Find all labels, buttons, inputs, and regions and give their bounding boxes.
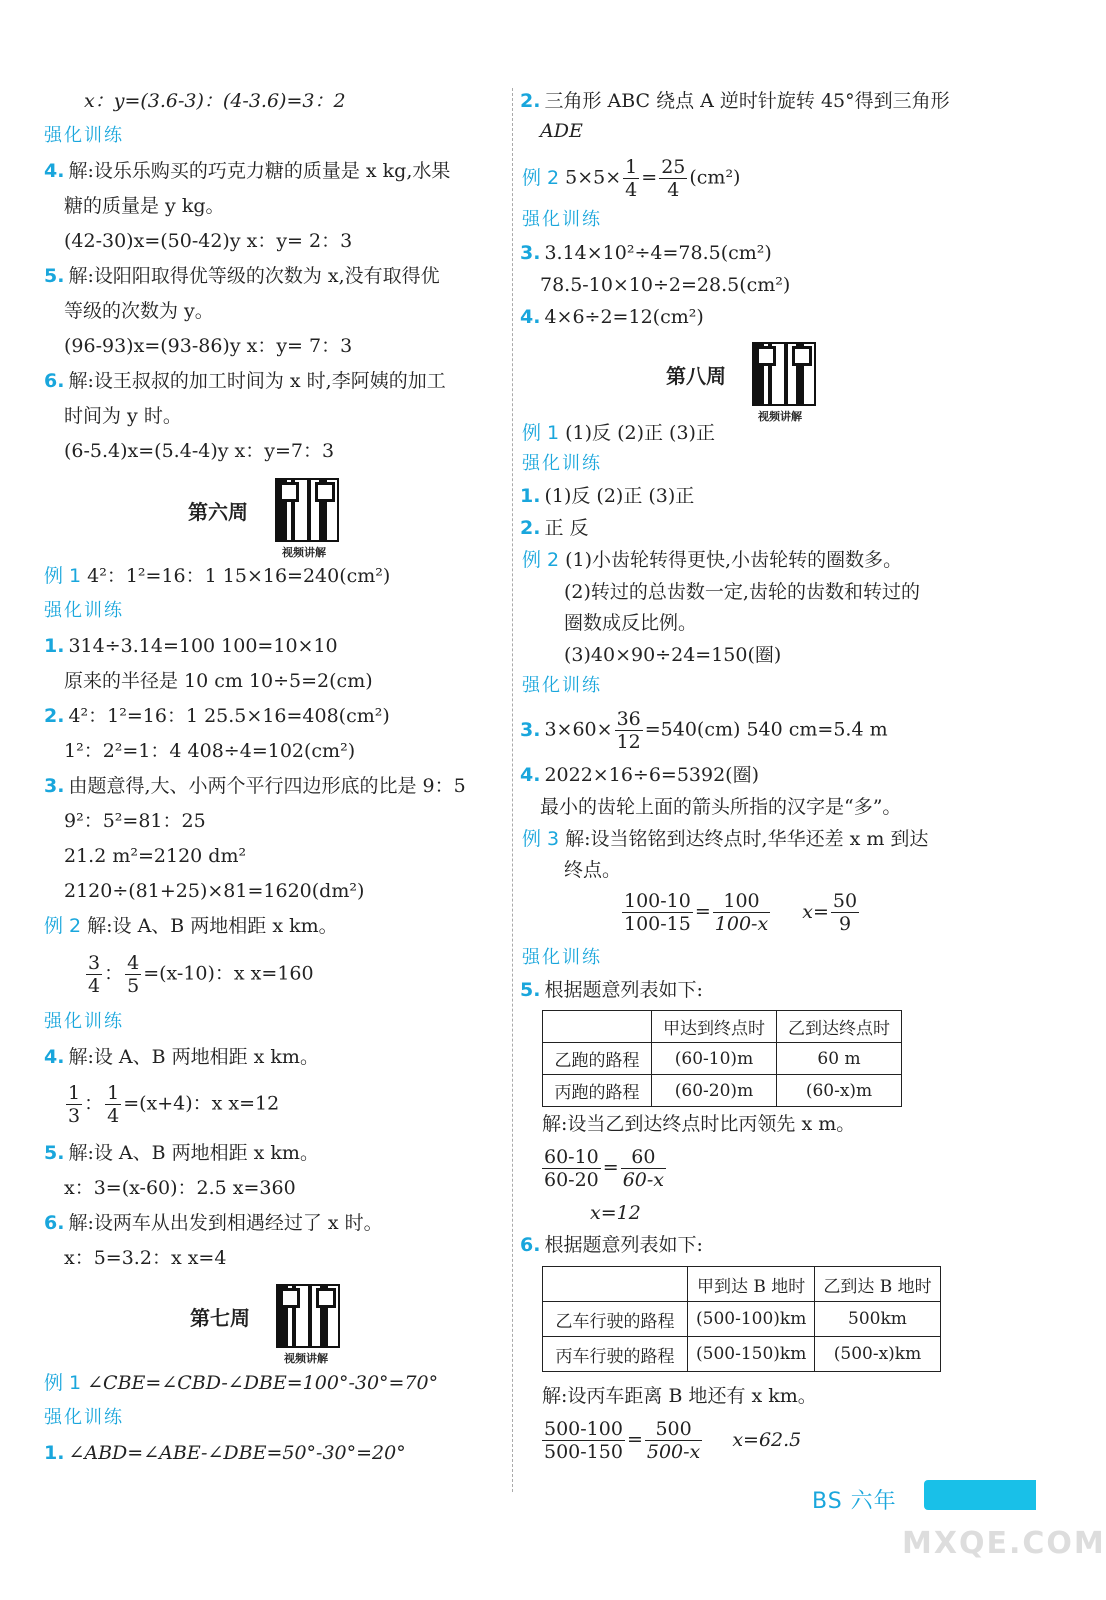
problem-5: 5. 解:设阳阳取得优等级的次数为 x,没有取得优 bbox=[44, 265, 440, 287]
table-row: 丙车行驶的路程 (500-150)km (500-x)km bbox=[543, 1337, 941, 1372]
fraction: $\frac{60-10}{60-20}$ bbox=[544, 1146, 599, 1191]
practice-5: 5. 解:设 A、B 两地相距 x km。 bbox=[44, 1142, 319, 1164]
fraction: $\frac{50}{9}$ bbox=[832, 890, 858, 935]
example-1: 例 1 (1)反 (2)正 (3)正 bbox=[522, 422, 715, 444]
section-heading: 强化训练 bbox=[522, 209, 602, 230]
practice-4-eq: $\frac{1}{3}$ ： $\frac{1}{4}$ =(x+4)：x x=12 bbox=[68, 1082, 280, 1127]
qr-caption: 视频讲解 bbox=[758, 410, 802, 423]
week-8-title: 第八周 bbox=[666, 364, 726, 388]
fraction: $\frac{1}{4}$ bbox=[625, 156, 638, 201]
problem-6: 6. 解:设王叔叔的加工时间为 x 时,李阿姨的加工 bbox=[44, 370, 446, 392]
practice-5-solution: 解:设当乙到达终点时比丙领先 x m。 bbox=[542, 1113, 856, 1135]
practice-1-week7: 1. ∠ABD=∠ABE-∠DBE=50°-30°=20° bbox=[44, 1442, 406, 1464]
page-footer bbox=[806, 1480, 1036, 1522]
practice-4-cont: 最小的齿轮上面的箭头所指的汉字是“多”。 bbox=[540, 796, 902, 818]
answer-line: x：y=(3.6-3)：(4-3.6)=3：2 bbox=[84, 90, 346, 112]
practice-6-solution: 解:设丙车距离 B 地还有 x km。 bbox=[542, 1385, 817, 1407]
footer-tab bbox=[924, 1480, 1036, 1510]
fraction: $\frac{25}{4}$ bbox=[661, 156, 686, 201]
practice-5-eq: x：3=(x-60)：2.5 x=360 bbox=[64, 1177, 296, 1199]
problem-2-cont: ADE bbox=[540, 120, 583, 142]
table-row: 甲达到终点时 乙到达终点时 bbox=[543, 1011, 902, 1043]
qr-caption: 视频讲解 bbox=[282, 546, 326, 559]
practice-1-cont: 原来的半径是 10 cm 10÷5=2(cm) bbox=[64, 670, 373, 692]
fraction: $\frac{3}{4}$ bbox=[88, 952, 101, 997]
example-1: 例 1 4²：1²=16：1 15×16=240(cm²) bbox=[44, 565, 391, 587]
practice-3: 3. 由题意得,大、小两个平行四边形底的比是 9：5 bbox=[44, 775, 466, 797]
practice-2-cont: 1²：2²=1：4 408÷4=102(cm²) bbox=[64, 740, 356, 762]
practice-6: 6. 解:设两车从出发到相遇经过了 x 时。 bbox=[44, 1212, 383, 1234]
problem-5-cont: 等级的次数为 y。 bbox=[64, 300, 214, 322]
section-heading: 强化训练 bbox=[522, 947, 602, 968]
practice-1: 1. 314÷3.14=100 100=10×10 bbox=[44, 635, 338, 657]
fraction: $\frac{60}{60-x}$ bbox=[622, 1146, 665, 1191]
watermark: MXQE.COM bbox=[902, 1526, 1106, 1561]
section-heading: 强化训练 bbox=[44, 125, 124, 146]
qr-caption: 视频讲解 bbox=[284, 1352, 328, 1365]
table-cars bbox=[542, 1266, 941, 1372]
example-2-eq: $\frac{3}{4}$ ： $\frac{4}{5}$ =(x-10)：x x=160 bbox=[88, 952, 314, 997]
fraction: $\frac{1}{3}$ bbox=[68, 1082, 81, 1127]
practice-2: 2. 4²：1²=16：1 25.5×16=408(cm²) bbox=[44, 705, 390, 727]
problem-6-cont: 时间为 y 时。 bbox=[64, 405, 182, 427]
practice-3-cont: 21.2 m²=2120 dm² bbox=[64, 845, 247, 867]
table-runners bbox=[542, 1010, 902, 1107]
practice-1: 1. (1)反 (2)正 (3)正 bbox=[520, 485, 695, 507]
practice-6-eq: $\frac{500-100}{500-150}$ = $\frac{500}{500-x}$ x=62.5 bbox=[544, 1418, 802, 1463]
example-2b-cont: (2)转过的总齿数一定,齿轮的齿数和转过的 bbox=[564, 581, 920, 603]
problem-6-eq: (6-5.4)x=(5.4-4)y x：y=7：3 bbox=[64, 440, 335, 462]
fraction: $\frac{100-10}{100-15}$ bbox=[624, 890, 691, 935]
problem-4-eq: (42-30)x=(50-42)y x：y= 2：3 bbox=[64, 230, 353, 252]
fraction: $\frac{1}{4}$ bbox=[107, 1082, 120, 1127]
problem-2: 2. 三角形 ABC 绕点 A 逆时针旋转 45°得到三角形 bbox=[520, 90, 950, 112]
practice-5-eq: $\frac{60-10}{60-20}$ = $\frac{60}{60-x}$ bbox=[544, 1146, 665, 1191]
practice-6: 6. 根据题意列表如下: bbox=[520, 1234, 703, 1256]
example-2b-cont: (3)40×90÷24=150(圈) bbox=[564, 644, 782, 666]
section-heading: 强化训练 bbox=[44, 600, 124, 621]
section-heading: 强化训练 bbox=[522, 675, 602, 696]
practice-3: 3. 3×60× $\frac{36}{12}$ =540(cm) 540 cm=5.4 m bbox=[520, 708, 888, 753]
problem-5-eq: (96-93)x=(93-86)y x：y= 7：3 bbox=[64, 335, 353, 357]
problem-4: 4. 4×6÷2=12(cm²) bbox=[520, 306, 704, 328]
section-heading: 强化训练 bbox=[522, 453, 602, 474]
example-2: 例 2 解:设 A、B 两地相距 x km。 bbox=[44, 915, 338, 937]
table-row: 乙车行驶的路程 (500-100)km 500km bbox=[543, 1302, 941, 1337]
example-1-week7: 例 1 ∠CBE=∠CBD-∠DBE=100°-30°=70° bbox=[44, 1372, 439, 1394]
fraction: $\frac{36}{12}$ bbox=[616, 708, 641, 753]
example-3: 例 3 解:设当铭铭到达终点时,华华还差 x m 到达 bbox=[522, 828, 929, 850]
week-6-title: 第六周 bbox=[188, 500, 248, 524]
example-3-cont: 终点。 bbox=[564, 859, 622, 881]
practice-6-eq: x：5=3.2：x x=4 bbox=[64, 1247, 227, 1269]
practice-3-cont: 2120÷(81+25)×81=1620(dm²) bbox=[64, 880, 365, 902]
example-2: 例 2 5×5× $\frac{1}{4}$ = $\frac{25}{4}$ (cm²) bbox=[522, 156, 741, 201]
qr-code-icon[interactable] bbox=[275, 478, 339, 542]
week-7-title: 第七周 bbox=[190, 1306, 250, 1330]
table-row: 丙跑的路程 (60-20)m (60-x)m bbox=[543, 1075, 902, 1107]
fraction: $\frac{500}{500-x}$ bbox=[646, 1418, 701, 1463]
section-heading: 强化训练 bbox=[44, 1011, 124, 1032]
problem-4: 4. 解:设乐乐购买的巧克力糖的质量是 x kg,水果 bbox=[44, 160, 451, 182]
table-row: 乙跑的路程 (60-10)m 60 m bbox=[543, 1043, 902, 1075]
example-3-eq: $\frac{100-10}{100-15}$ = $\frac{100}{100-x}$ x= $\frac{50}{9}$ bbox=[624, 890, 858, 935]
section-heading: 强化训练 bbox=[44, 1407, 124, 1428]
practice-2: 2. 正 反 bbox=[520, 517, 589, 539]
problem-3-cont: 78.5-10×10÷2=28.5(cm²) bbox=[540, 274, 791, 296]
example-2b: 例 2 (1)小齿轮转得更快,小齿轮转的圈数多。 bbox=[522, 549, 903, 571]
problem-4-cont: 糖的质量是 y kg。 bbox=[64, 195, 225, 217]
example-2b-cont: 圈数成反比例。 bbox=[564, 612, 698, 634]
column-divider bbox=[512, 88, 513, 1492]
practice-4: 4. 2022×16÷6=5392(圈) bbox=[520, 764, 760, 786]
practice-5-answer: x=12 bbox=[590, 1202, 641, 1224]
qr-code-icon[interactable] bbox=[276, 1284, 340, 1348]
table-row: 甲到达 B 地时 乙到达 B 地时 bbox=[543, 1267, 941, 1302]
practice-4: 4. 解:设 A、B 两地相距 x km。 bbox=[44, 1046, 319, 1068]
footer-label: BS 六年 bbox=[812, 1489, 897, 1514]
fraction: $\frac{4}{5}$ bbox=[127, 952, 140, 997]
qr-code-icon[interactable] bbox=[752, 342, 816, 406]
practice-5: 5. 根据题意列表如下: bbox=[520, 979, 703, 1001]
practice-3-cont: 9²：5²=81：25 bbox=[64, 810, 206, 832]
fraction: $\frac{500-100}{500-150}$ bbox=[544, 1418, 623, 1463]
fraction: $\frac{100}{100-x}$ bbox=[714, 890, 769, 935]
problem-3: 3. 3.14×10²÷4=78.5(cm²) bbox=[520, 242, 772, 264]
